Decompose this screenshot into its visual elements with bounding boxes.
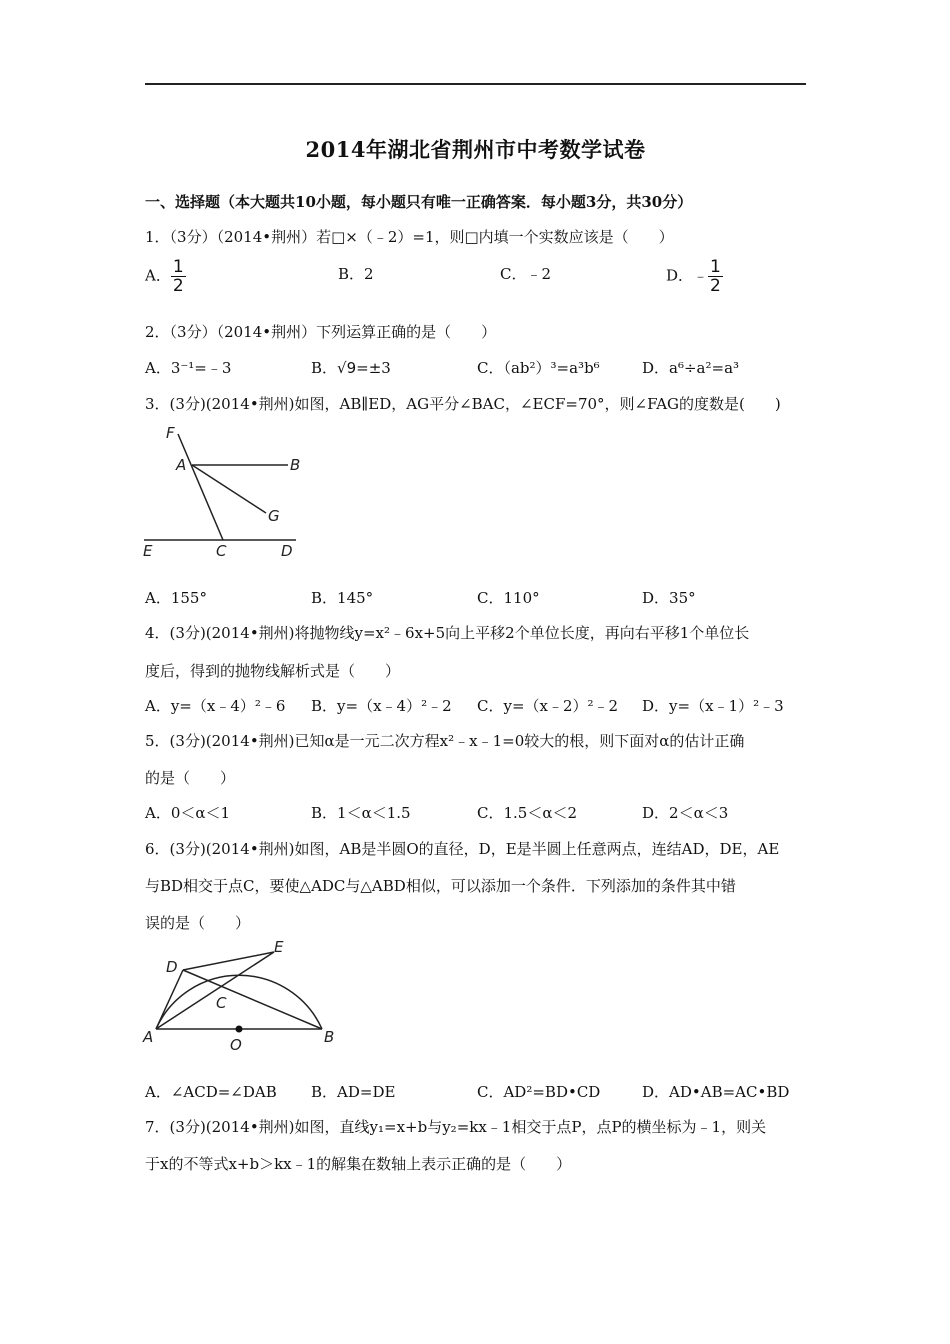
q2-option-b (311, 357, 391, 378)
question-7-line-1: 7．(3分)(2014•荆州)如图，直线y₁=x+b与y₂=kx﹣1相交于点P，点P的横坐标为﹣1，则关 (145, 1118, 767, 1136)
question-1: 1．（3分）（2014•荆州）若□×（﹣2）=1，则□内填一个实数应该是（ ） (145, 228, 674, 246)
q1-option-a (145, 258, 186, 295)
question-3: 3．(3分)(2014•荆州)如图，AB∥ED，AG平分∠BAC，∠ECF=70°，则∠FAG的度数是( ) (145, 395, 781, 413)
question-5-line-2: 的是（ ） (145, 769, 236, 787)
label-c: C (216, 542, 227, 560)
label-c: C (216, 994, 227, 1012)
question-6-line-3: 误的是（ ） (145, 914, 251, 932)
q4-option-c: C．y=（x﹣2）²﹣2 (477, 697, 619, 715)
line-fc (178, 434, 223, 540)
label-b: B (290, 456, 301, 474)
question-7-line-2: 于x的不等式x+b＞kx﹣1的解集在数轴上表示正确的是（ ） (145, 1155, 572, 1173)
question-5-line-1: 5．(3分)(2014•荆州)已知α是一元二次方程x²﹣x﹣1=0较大的根，则下面对α的估计正确 (145, 732, 745, 750)
q5-option-b: B．1＜α＜1.5 (311, 804, 411, 822)
q3-option-a: A．155° (145, 589, 207, 607)
center-point-o (236, 1026, 243, 1033)
fraction-numerator: 1 (710, 257, 721, 277)
semicircle-arc (156, 975, 322, 1029)
label-g: G (268, 507, 280, 525)
label-d: D (166, 958, 178, 976)
label-e: E (143, 542, 153, 560)
fraction-denominator: 2 (172, 276, 184, 296)
q5-option-c: C．1.5＜α＜2 (477, 804, 578, 822)
q6-figure (140, 938, 340, 1054)
q5-option-a: A．0＜α＜1 (145, 804, 231, 822)
question-4-line-2: 度后，得到的抛物线解析式是（ ） (145, 662, 401, 680)
q2-option-b-result: =±3 (356, 359, 391, 377)
question-2: 2．（3分）（2014•荆州）下列运算正确的是（ ） (145, 323, 497, 341)
label-e: E (274, 938, 284, 956)
sqrt-expression: √9 (337, 359, 357, 377)
q3-figure (140, 422, 310, 562)
label-b: B (324, 1028, 335, 1046)
q2-option-a: A．3⁻¹=﹣3 (145, 359, 232, 377)
q1-option-d-fraction (708, 258, 723, 295)
q3-option-c: C．110° (477, 589, 540, 607)
q6-option-b: B．AD=DE (311, 1083, 396, 1101)
question-4-line-1: 4．(3分)(2014•荆州)将抛物线y=x²﹣6x+5向上平移2个单位长度，再向右平移1个单位长 (145, 624, 750, 642)
q1-option-a-label: A． (145, 266, 171, 285)
label-d: D (281, 542, 293, 560)
question-6-line-2: 与BD相交于点C，要使△ADC与△ABD相似，可以添加一个条件．下列添加的条件其中错 (145, 877, 736, 895)
section-heading: 一、选择题（本大题共10小题，每小题只有唯一正确答案．每小题3分，共30分） (145, 193, 693, 211)
q1-option-b: B．2 (338, 265, 374, 283)
label-f: F (166, 424, 175, 442)
q4-option-b: B．y=（x﹣4）²﹣2 (311, 697, 452, 715)
page-title: 2014年湖北省荆州市中考数学试卷 (305, 137, 646, 162)
q3-option-d: D．35° (642, 589, 696, 607)
question-6-line-1: 6．(3分)(2014•荆州)如图，AB是半圆O的直径，D，E是半圆上任意两点，连结AD，DE，AE (145, 840, 780, 858)
label-a: A (143, 1028, 154, 1046)
fraction-numerator: 1 (172, 257, 184, 277)
line-ag (192, 465, 266, 513)
q3-option-b: B．145° (311, 589, 374, 607)
header-rule (145, 83, 806, 85)
fraction-denominator: 2 (710, 276, 721, 296)
label-o: O (230, 1036, 242, 1054)
q6-option-d: D．AD•AB=AC•BD (642, 1083, 790, 1101)
q6-option-a: A．∠ACD=∠DAB (145, 1083, 277, 1101)
q4-option-d: D．y=（x﹣1）²﹣3 (642, 697, 784, 715)
q1-option-c: C．﹣2 (500, 265, 552, 283)
q1-option-a-fraction (171, 258, 186, 295)
label-a: A (176, 456, 187, 474)
q1-option-d-label: D． (666, 266, 694, 285)
q1-option-d-sign: ﹣ (693, 266, 709, 285)
q2-option-c: C．（ab²）³=a³b⁶ (477, 359, 600, 377)
q6-option-c: C．AD²=BD•CD (477, 1083, 601, 1101)
q5-option-d: D．2＜α＜3 (642, 804, 729, 822)
q2-option-b-label: B． (311, 359, 338, 377)
q1-option-d (666, 258, 723, 295)
q2-option-d: D．a⁶÷a²=a³ (642, 359, 740, 377)
q4-option-a: A．y=（x﹣4）²﹣6 (145, 697, 286, 715)
